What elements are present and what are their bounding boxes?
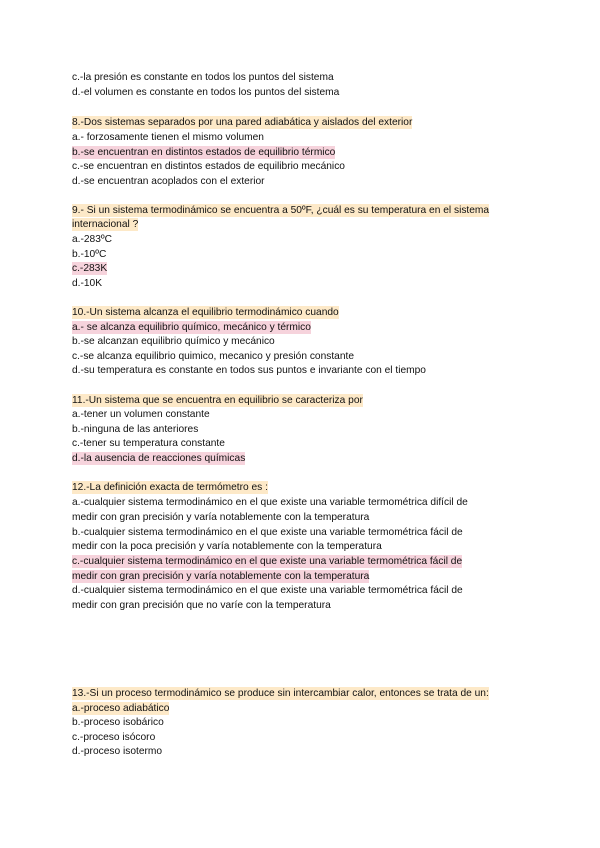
text-line: c.-se encuentran en distintos estados de equilibrio mecánico	[72, 161, 345, 172]
text-line: d.-cualquier sistema termodinámico en el que existe una variable termométrica fácil de	[72, 585, 463, 596]
text-line: b.-proceso isobárico	[72, 717, 164, 728]
text-line: a.- se alcanza equilibrio químico, mecánico y térmico	[72, 322, 311, 333]
text-line: a.-proceso adiabático	[72, 703, 170, 714]
text-line: a.-283ºC	[72, 234, 112, 245]
text-line: 11.-Un sistema que se encuentra en equilibrio se caracteriza por	[72, 395, 363, 406]
text-line: d.-el volumen es constante en todos los puntos del sistema	[72, 87, 340, 98]
text-line: c.-se alcanza equilibrio quimico, mecanico y presión constante	[72, 351, 354, 362]
text-line: c.-la presión es constante en todos los puntos del sistema	[72, 72, 334, 83]
text-line: b.-cualquier sistema termodinámico en el que existe una variable termométrica fácil de	[72, 527, 463, 538]
text-line: medir con gran precisión y varía notablemente con la temperatura	[72, 571, 370, 582]
text-line: d.-se encuentran acoplados con el exterior	[72, 176, 265, 187]
text-line: c.-tener su temperatura constante	[72, 438, 225, 449]
text-line: a.-cualquier sistema termodinámico en el que existe una variable termométrica difícil de	[72, 497, 468, 508]
text-line: d.-10K	[72, 278, 103, 289]
text-line: c.-283K	[72, 263, 108, 274]
text-line: 8.-Dos sistemas separados por una pared adiabática y aislados del exterior	[72, 117, 413, 128]
text-line: d.-su temperatura es constante en todos sus puntos e invariante con el tiempo	[72, 365, 426, 376]
text-line: c.-cualquier sistema termodinámico en el que existe una variable termométrica fácil de	[72, 556, 463, 567]
text-line: medir con la poca precisión y varía notablemente con la temperatura	[72, 541, 382, 552]
text-line: d.-la ausencia de reacciones químicas	[72, 453, 246, 464]
text-line: medir con gran precisión que no varíe con la temperatura	[72, 600, 331, 611]
text-line: a.-tener un volumen constante	[72, 409, 210, 420]
text-line: 12.-La definición exacta de termómetro es :	[72, 482, 268, 493]
text-line: 10.-Un sistema alcanza el equilibrio termodinámico cuando	[72, 307, 339, 318]
text-line: b.-se alcanzan equilibrio químico y mecánico	[72, 336, 275, 347]
text-line: a.- forzosamente tienen el mismo volumen	[72, 132, 264, 143]
text-line: 9.- Si un sistema termodinámico se encuentra a 50ºF, ¿cuál es su temperatura en el sistema	[72, 205, 490, 216]
text-line: b.-se encuentran en distintos estados de equilibrio térmico	[72, 147, 336, 158]
text-line: b.-ninguna de las anteriores	[72, 424, 199, 435]
text-line: 13.-Si un proceso termodinámico se produce sin intercambiar calor, entonces se trata de un:	[72, 688, 489, 699]
text-line: medir con gran precisión y varía notablemente con la temperatura	[72, 512, 370, 523]
text-line: b.-10ºC	[72, 249, 107, 260]
text-line: d.-proceso isotermo	[72, 746, 163, 757]
text-line: internacional ?	[72, 219, 139, 230]
text-line: c.-proceso isócoro	[72, 732, 156, 743]
